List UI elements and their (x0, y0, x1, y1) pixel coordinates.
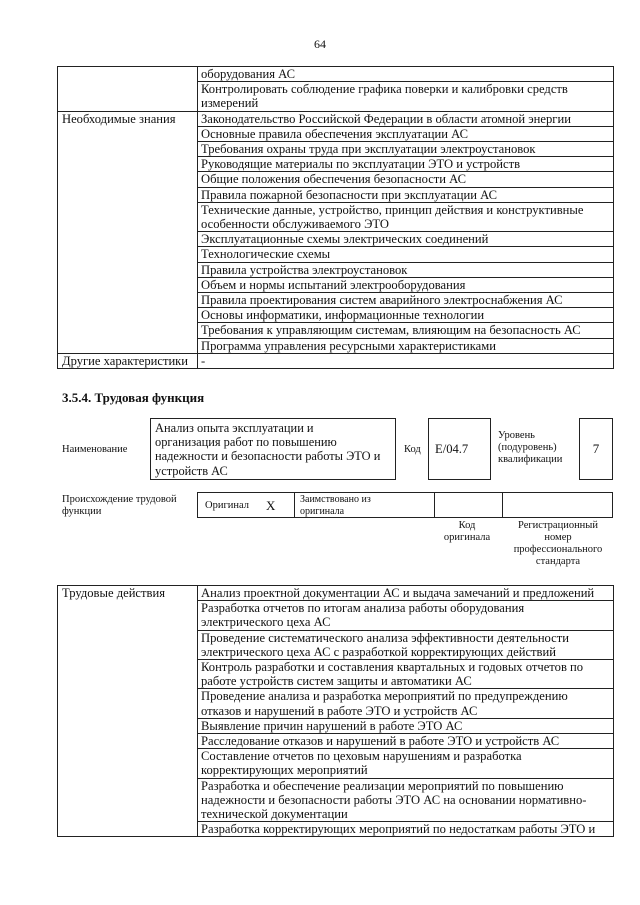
row-content (198, 172, 614, 187)
row-content (198, 277, 614, 292)
original-label: Оригинал (205, 500, 249, 511)
row-line: Общие положения обеспечения безопасности АС (201, 172, 467, 187)
row-line: Основные правила обеспечения эксплуатации АС (201, 126, 469, 141)
table-row (58, 67, 614, 82)
knowledge-table (57, 66, 614, 369)
labor-action (198, 630, 614, 659)
origin-label-line: Происхождение трудовой (62, 494, 177, 505)
labor-action-line: технической документации (201, 807, 348, 822)
level-label (498, 430, 562, 466)
labor-action-line: Разработка отчетов по итогам анализа работы оборудования (201, 601, 525, 616)
reg-number-caption (504, 520, 612, 568)
labor-action-line: работе устройств систем защиты и автоматики АС (201, 674, 472, 689)
row-content (198, 232, 614, 247)
row-line: Законодательство Российской Федерации в области атомной энергии (201, 111, 571, 126)
row-line: Требования к управляющим системам, влияющим на безопасность АС (201, 323, 581, 338)
row-content (198, 126, 614, 141)
section-title: 3.5.4. Трудовая функция (62, 390, 205, 405)
row-content (198, 202, 614, 231)
level-value-box (579, 418, 613, 480)
row-line: Эксплуатационные схемы электрических соединений (201, 232, 489, 247)
level-label-line: (подуровень) (498, 442, 557, 453)
code-label: Код (404, 444, 421, 455)
row-content (198, 111, 614, 126)
labor-action (198, 749, 614, 778)
labor-action-line: электрического цеха АС с разработкой корректирующих действий (201, 644, 556, 659)
labor-action-line: Расследование отказов и нарушений в работе ЭТО и устройств АС (201, 734, 560, 749)
table-row (58, 111, 614, 126)
function-name-line: устройств АС (155, 463, 228, 478)
labor-action-line: Разработка и обеспечение реализации мероприятий по повышению (201, 778, 564, 793)
row-line: Основы информатики, информационные технологии (201, 308, 485, 323)
origin-label (62, 494, 177, 518)
row-line: измерений (201, 96, 259, 111)
reg-number-line: профессионального (513, 544, 603, 555)
code-original-line: оригинала (443, 532, 491, 543)
labor-action (198, 601, 614, 630)
row-content (198, 142, 614, 157)
level-label-line: квалификации (498, 454, 563, 465)
row-line: Требования охраны труда при эксплуатации электроустановок (201, 142, 536, 157)
row-line: Правила проектирования систем аварийного электроснабжения АС (201, 293, 563, 308)
labor-action (198, 822, 614, 837)
table-row (58, 353, 614, 368)
row-content (198, 323, 614, 338)
borrowed-label-line: оригинала (300, 505, 345, 517)
function-name-box (150, 418, 396, 480)
labor-action-line: Разработка корректирующих мероприятий по недостаткам работы ЭТО и (201, 822, 596, 837)
row-label (58, 67, 198, 112)
reg-number-line: номер (544, 532, 572, 543)
code-value: E/04.7 (435, 442, 469, 456)
row-line: Руководящие материалы по эксплуатации ЭТО и устройств (201, 157, 521, 172)
labor-action-line: Проведение систематического анализа эффективности деятельности (201, 630, 570, 645)
labor-action (198, 689, 614, 718)
labor-action (198, 734, 614, 749)
function-name-line: организация работ по повышению (155, 435, 337, 450)
labor-action-line: Проведение анализа и разработка мероприятий по предупреждению (201, 689, 568, 704)
reg-number-line: Регистрационный (518, 520, 598, 531)
code-original-line: Код (458, 520, 476, 531)
origin-divider (294, 493, 295, 517)
name-label: Наименование (62, 444, 128, 455)
row-content (198, 187, 614, 202)
borrowed-label-line: Заимствовано из (300, 494, 371, 505)
labor-action (198, 718, 614, 733)
row-line: оборудования АС (201, 67, 295, 81)
labor-action (198, 778, 614, 822)
page-number: 64 (314, 37, 326, 51)
origin-divider (434, 493, 435, 517)
labor-action-line: Анализ проектной документации АС и выдача замечаний и предложений (201, 586, 595, 600)
row-line: Технологические схемы (201, 247, 331, 262)
labor-action (198, 586, 614, 601)
row-content (198, 247, 614, 262)
row-content (198, 262, 614, 277)
level-label-line: Уровень (498, 430, 535, 441)
row-line: особенности обслуживаемого ЭТО (201, 217, 390, 232)
row-content (198, 308, 614, 323)
labor-action-line: Составление отчетов по цеховым нарушениям и разработка (201, 749, 522, 764)
level-value: 7 (592, 441, 600, 456)
row-line: - (201, 353, 206, 368)
code-value-box (428, 418, 491, 480)
row-line: Правила устройства электроустановок (201, 262, 408, 277)
labor-action-line: отказов и нарушений в работе ЭТО и устройств АС (201, 703, 478, 718)
row-line: Программа управления ресурсными характеристиками (201, 338, 496, 353)
labor-action-line: Контроль разработки и составления квартальных и годовых отчетов по (201, 660, 584, 675)
row-label: Необходимые знания (58, 111, 198, 353)
row-content (198, 157, 614, 172)
original-mark: X (266, 498, 276, 513)
row-content (198, 82, 614, 111)
labor-actions-table (57, 585, 614, 837)
labor-action (198, 660, 614, 689)
row-line: Правила пожарной безопасности при эксплуатации АС (201, 187, 497, 202)
origin-box (197, 492, 613, 518)
row-content (198, 293, 614, 308)
row-content (198, 67, 614, 82)
row-label: Другие характеристики (58, 353, 198, 368)
function-name-line: Анализ опыта эксплуатации и (155, 421, 314, 435)
labor-actions-label: Трудовые действия (58, 586, 198, 837)
labor-action-line: надежности и безопасности работы ЭТО АС на основании нормативно- (201, 792, 587, 807)
row-content (198, 353, 614, 368)
labor-action-line: электрического цеха АС (201, 615, 331, 630)
origin-divider (502, 493, 503, 517)
table-row (58, 586, 614, 601)
code-original-caption (434, 520, 500, 544)
row-line: Контролировать соблюдение графика поверки и калибровки средств (201, 82, 568, 97)
function-name-line: надежности и безопасности работы ЭТО и (155, 449, 381, 464)
borrowed-label (300, 494, 371, 517)
reg-number-line: стандарта (535, 556, 581, 567)
origin-label-line: функции (62, 506, 102, 517)
labor-action-line: Выявление причин нарушений в работе ЭТО АС (201, 718, 463, 733)
row-line: Объем и нормы испытаний электрооборудования (201, 277, 466, 292)
labor-action-line: корректирующих мероприятий (201, 763, 368, 778)
row-content (198, 338, 614, 353)
row-line: Технические данные, устройство, принцип действия и конструктивные (201, 202, 584, 217)
